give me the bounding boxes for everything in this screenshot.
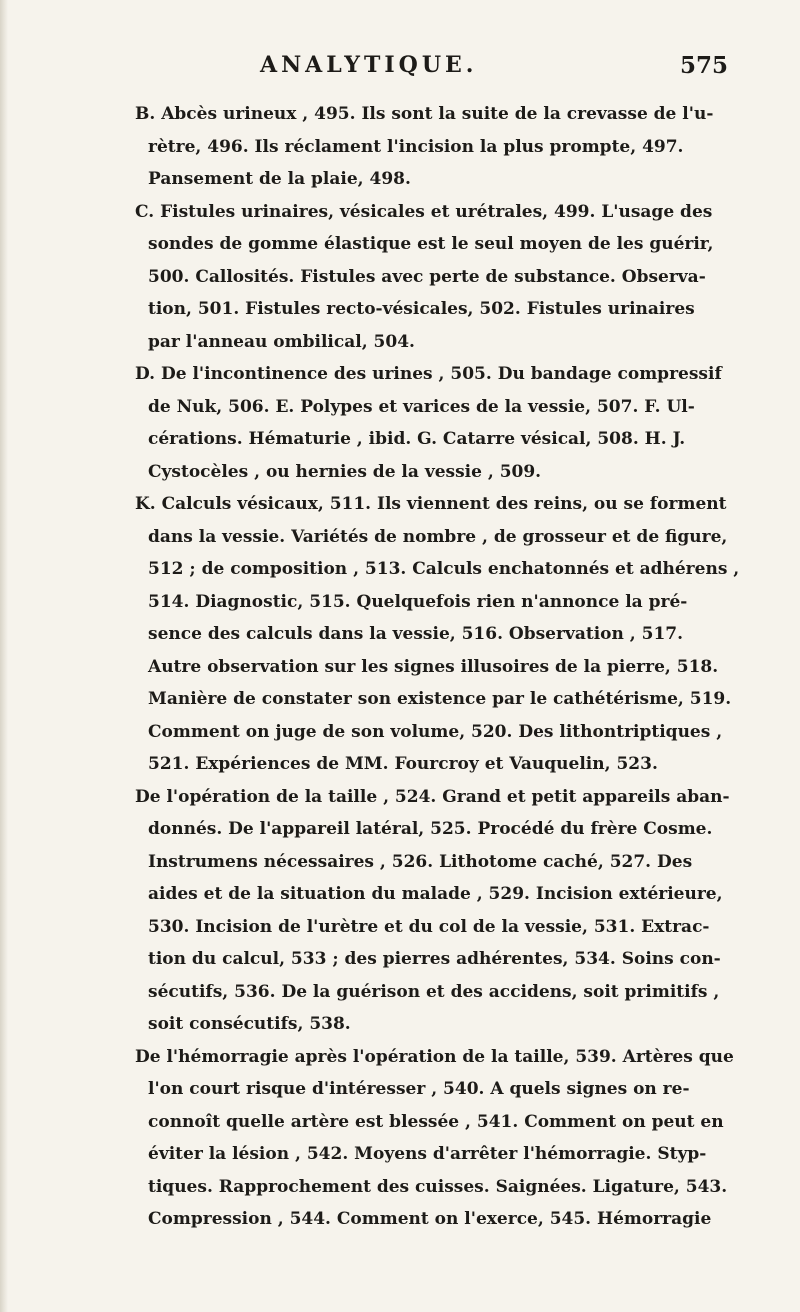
text-line: cérations. Hématurie , ibid. G. Catarre vésical, 508. H. J.: [148, 429, 686, 449]
text-line: par l'anneau ombilical, 504.: [148, 331, 415, 352]
text-line: Instrumens nécessaires , 526. Lithotome caché, 527. Des: [148, 851, 693, 872]
text-line: Autre observation sur les signes illusoires de la pierre, 518.: [148, 656, 719, 677]
text-line: 514. Diagnostic, 515. Quelquefois rien n'annonce la pré-: [148, 591, 688, 612]
text-line: sence des calculs dans la vessie, 516. Observation , 517.: [148, 624, 684, 644]
page-number: 575: [680, 52, 729, 79]
text-line: donnés. De l'appareil latéral, 525. Procédé du frère Cosme.: [148, 819, 713, 839]
text-line: éviter la lésion , 542. Moyens d'arrêter l'hémorragie. Styp-: [148, 1144, 707, 1164]
text-line: De l'hémorragie après l'opération de la taille, 539. Artères que: [135, 1046, 734, 1067]
text-line: De l'opération de la taille , 524. Grand et petit appareils aban-: [135, 786, 730, 807]
text-line: tion, 501. Fistules recto-vésicales, 502. Fistules urinaires: [148, 299, 695, 319]
text-line: Manière de constater son existence par le cathétérisme, 519.: [148, 689, 732, 709]
text-line: Pansement de la plaie, 498.: [148, 169, 411, 189]
paragraph-hemorragie: [0, 1041, 800, 1236]
text-line: rètre, 496. Ils réclament l'incision la plus prompte, 497.: [148, 136, 684, 157]
text-line: aides et de la situation du malade , 529. Incision extérieure,: [148, 884, 723, 904]
paragraph-b: [0, 98, 800, 196]
text-line: 512 ; de composition , 513. Calculs enchatonnés et adhérens ,: [148, 559, 740, 579]
text-line: tion du calcul, 533 ; des pierres adhérentes, 534. Soins con-: [148, 949, 721, 969]
text-line: l'on court risque d'intéresser , 540. A quels signes on re-: [148, 1079, 690, 1099]
text-line: Comment on juge de son volume, 520. Des lithontriptiques ,: [148, 721, 723, 742]
paragraph-c: [0, 196, 800, 359]
text-line: 521. Expériences de MM. Fourcroy et Vauquelin, 523.: [148, 754, 658, 774]
paragraph-d: [0, 358, 800, 488]
text-line: B. Abcès urineux , 495. Ils sont la suite de la crevasse de l'u-: [135, 104, 714, 124]
paragraph-taille: [0, 781, 800, 1041]
text-line: K. Calculs vésicaux, 511. Ils viennent des reins, ou se forment: [135, 494, 727, 514]
paragraph-k: [0, 488, 800, 781]
text-line: tiques. Rapprochement des cuisses. Saignées. Ligature, 543.: [148, 1176, 728, 1197]
text-line: C. Fistules urinaires, vésicales et urétrales, 499. L'usage des: [135, 201, 713, 222]
page-header: [0, 52, 800, 92]
text-line: 530. Incision de l'urètre et du col de la vessie, 531. Extrac-: [148, 916, 710, 937]
text-line: soit consécutifs, 538.: [148, 1014, 351, 1034]
text-line: D. De l'incontinence des urines , 505. Du bandage compressif: [135, 364, 722, 384]
text-line: sécutifs, 536. De la guérison et des accidens, soit primitifs ,: [148, 981, 720, 1002]
text-line: Cystocèles , ou hernies de la vessie , 509.: [148, 461, 542, 482]
text-line: 500. Callosités. Fistules avec perte de substance. Observa-: [148, 266, 706, 287]
text-line: connoît quelle artère est blessée , 541. Comment on peut en: [148, 1111, 724, 1132]
text-line: Compression , 544. Comment on l'exerce, 545. Hémorragie: [148, 1209, 712, 1229]
index-text: [0, 98, 800, 1236]
running-title: ANALYTIQUE.: [260, 52, 478, 78]
text-line: sondes de gomme élastique est le seul moyen de les guérir,: [148, 234, 714, 254]
text-line: dans la vessie. Variétés de nombre , de grosseur et de figure,: [148, 526, 728, 547]
text-line: de Nuk, 506. E. Polypes et varices de la vessie, 507. F. Ul-: [148, 396, 695, 417]
